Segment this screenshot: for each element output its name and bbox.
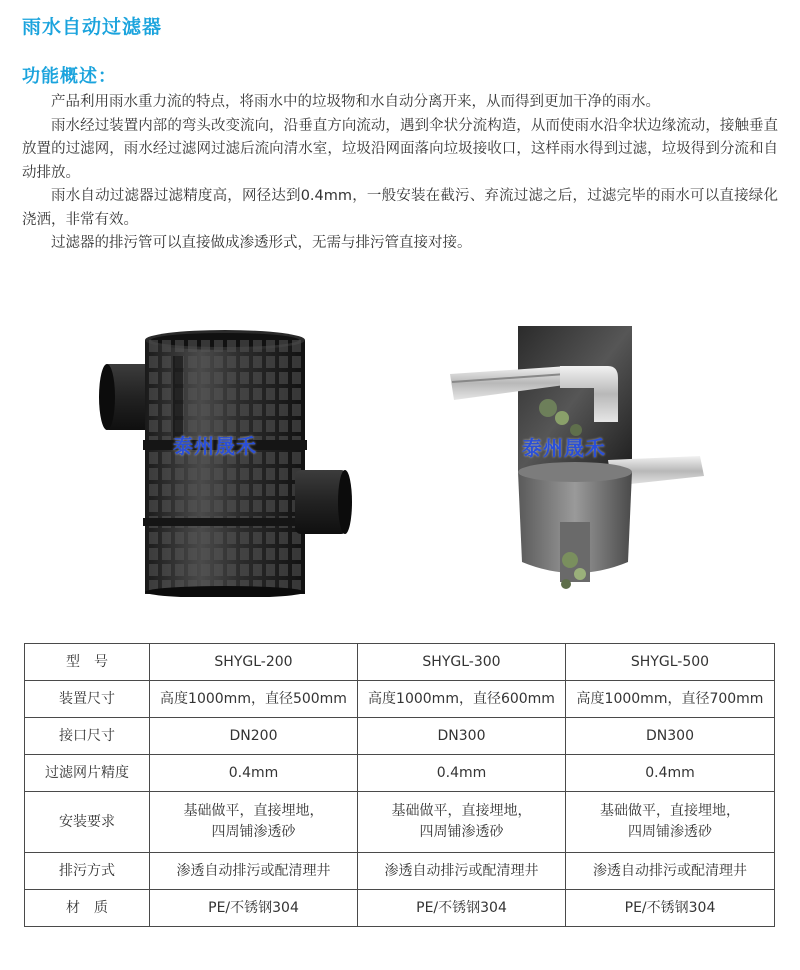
table-cell: 渗透自动排污或配清理井 — [358, 853, 566, 890]
watermark-text: 泰州晟禾 — [173, 434, 257, 458]
table-cell: 0.4mm — [150, 755, 358, 792]
table-cell: SHYGL-300 — [358, 644, 566, 681]
row-label-discharge: 排污方式 — [25, 853, 150, 890]
product-photo-filter-body — [95, 322, 357, 597]
cell-line: 基础做平，直接埋地， — [391, 803, 532, 819]
paragraph: 过滤器的排污管可以直接做成渗透形式，无需与排污管直接对接。 — [51, 235, 472, 251]
intro-text — [22, 91, 778, 256]
row-label-connector: 接口尺寸 — [25, 718, 150, 755]
table-cell: 渗透自动排污或配清理井 — [150, 853, 358, 890]
product-photo-cutaway — [448, 322, 706, 597]
row-label-size: 装置尺寸 — [25, 681, 150, 718]
row-label-install: 安装要求 — [25, 792, 150, 853]
cell-line: 四周铺渗透砂 — [419, 824, 504, 840]
table-row — [25, 890, 775, 927]
paragraph: 雨水经过装置内部的弯头改变流向，沿垂直方向流动，遇到伞状分流构造，从而使雨水沿伞状边缘流动，接触垂直放置的过滤网，雨水经过滤网过滤后流向清水室，垃圾沿网面落向垃圾接收口，这样雨水得到过滤，垃圾得到分流和自动排放。 — [22, 117, 778, 181]
table-cell: 渗透自动排污或配清理井 — [566, 853, 775, 890]
filter-body-illustration — [95, 322, 357, 597]
cell-line: 基础做平，直接埋地， — [183, 803, 324, 819]
page-title: 雨水自动过滤器 — [22, 16, 163, 38]
table-cell — [566, 792, 775, 853]
cell-line: 四周铺渗透砂 — [628, 824, 712, 840]
table-cell: 高度1000mm，直径700mm — [566, 681, 775, 718]
row-label-material: 材 质 — [25, 890, 150, 927]
table-cell: PE/不锈钢304 — [358, 890, 566, 927]
row-label-mesh: 过滤网片精度 — [25, 755, 150, 792]
table-cell — [358, 792, 566, 853]
table-cell: DN200 — [150, 718, 358, 755]
table-row — [25, 718, 775, 755]
table-row — [25, 853, 775, 890]
table-cell: DN300 — [358, 718, 566, 755]
table-cell: PE/不锈钢304 — [150, 890, 358, 927]
watermark-text: 泰州晟禾 — [522, 436, 606, 460]
table-row — [25, 681, 775, 718]
table-cell: DN300 — [566, 718, 775, 755]
row-label-model: 型 号 — [25, 644, 150, 681]
table-row — [25, 792, 775, 853]
table-cell: SHYGL-200 — [150, 644, 358, 681]
section-title: 功能概述： — [22, 66, 117, 87]
table-cell: SHYGL-500 — [566, 644, 775, 681]
table-cell: 高度1000mm，直径500mm — [150, 681, 358, 718]
table-cell: 0.4mm — [358, 755, 566, 792]
table-cell: 高度1000mm，直径600mm — [358, 681, 566, 718]
table-cell: PE/不锈钢304 — [566, 890, 775, 927]
table-row — [25, 644, 775, 681]
spec-table — [24, 643, 775, 927]
table-cell: 0.4mm — [566, 755, 775, 792]
table-row — [25, 755, 775, 792]
table-cell — [150, 792, 358, 853]
paragraph: 雨水自动过滤器过滤精度高，网径达到0.4mm，一般安装在截污、弃流过滤之后，过滤完毕的雨水可以直接绿化浇洒，非常有效。 — [22, 188, 778, 228]
cell-line: 四周铺渗透砂 — [211, 824, 296, 840]
cell-line: 基础做平，直接埋地， — [600, 803, 740, 819]
paragraph: 产品利用雨水重力流的特点，将雨水中的垃圾物和水自动分离开来，从而得到更加干净的雨水。 — [51, 94, 660, 110]
